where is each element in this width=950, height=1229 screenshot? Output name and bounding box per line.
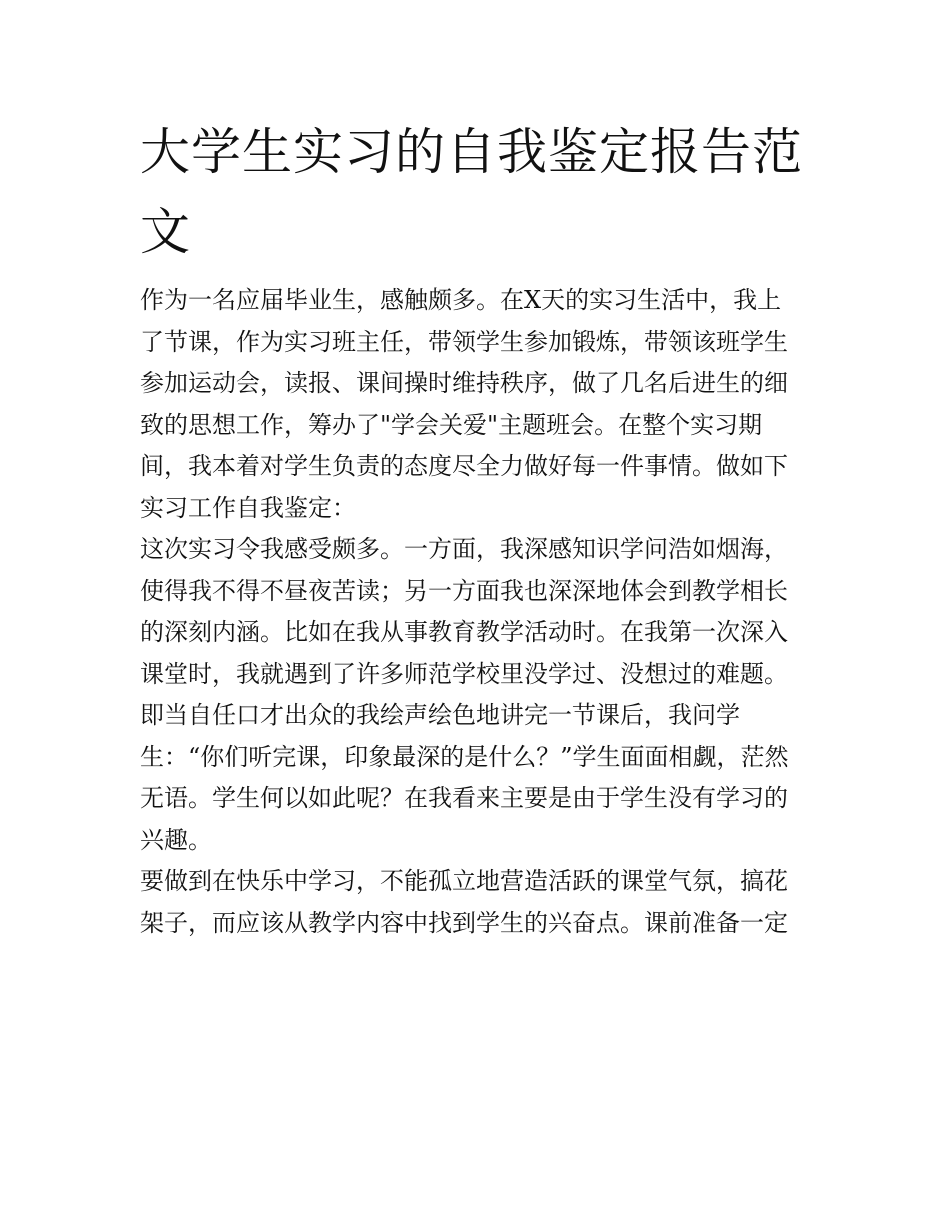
body-line: 即当自任口才出众的我绘声绘色地讲完一节课后，我问学: [140, 701, 740, 729]
title-line: 文: [140, 203, 191, 261]
body-line: 无语。学生何以如此呢？在我看来主要是由于学生没有学习的: [140, 784, 788, 812]
body-line: 课堂时，我就遇到了许多师范学校里没学过、没想过的难题。: [140, 659, 788, 688]
body-line: 致的思想工作，筹办了"学会关爱"主题班会。在整个实习期: [140, 410, 763, 439]
body-line: 参加运动会，读报、课间操时维持秩序，做了几名后进生的细: [140, 369, 788, 397]
body-line: 使得我不得不昼夜苦读；另一方面我也深深地体会到教学相长: [140, 576, 788, 605]
body-line: 间，我本着对学生负责的态度尽全力做好每一件事情。做如下: [140, 452, 788, 480]
body-line: 兴趣。: [140, 825, 212, 854]
body-line: 作为一名应届毕业生，感触颇多。在X天的实习生活中，我上: [140, 286, 782, 314]
body-line: 实习工作自我鉴定：: [140, 493, 356, 522]
body-line: 架子，而应该从教学内容中找到学生的兴奋点。课前准备一定: [140, 908, 788, 937]
body-line: 生：“你们听完课，印象最深的是什么？”学生面面相觑，茫然: [140, 742, 789, 771]
document-title: [140, 112, 820, 272]
body-line: 了节课，作为实习班主任，带领学生参加锻炼，带领该班学生: [140, 327, 788, 356]
body-line: 的深刻内涵。比如在我从事教育教学活动时。在我第一次深入: [140, 618, 788, 646]
body-line: 要做到在快乐中学习，不能孤立地营造活跃的课堂气氛，搞花: [140, 867, 788, 895]
document-body: [140, 280, 820, 944]
title-line: 大学生实习的自我鉴定报告范: [140, 123, 803, 181]
body-line: 这次实习令我感受颇多。一方面，我深感知识学问浩如烟海，: [140, 535, 788, 563]
